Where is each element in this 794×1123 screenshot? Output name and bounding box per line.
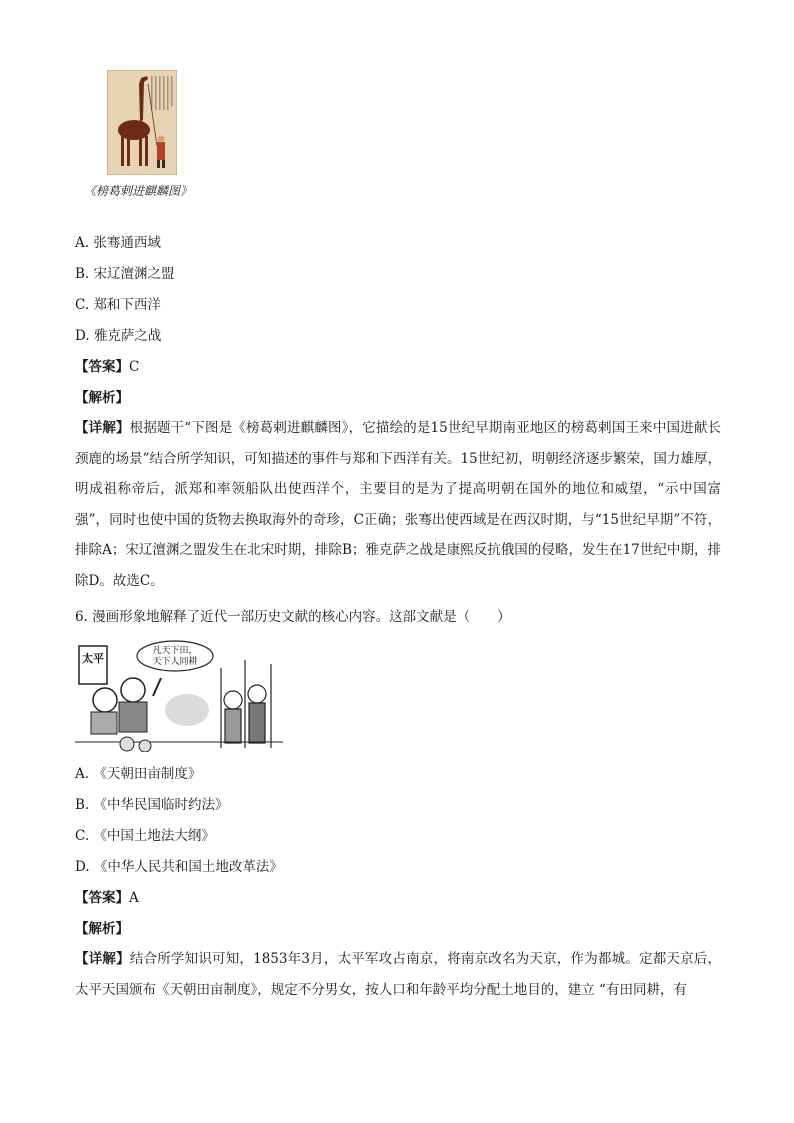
- q6-option-b: B. 《中华民国临时约法》: [75, 797, 229, 813]
- comic-bubble-line2: 天下人同耕: [152, 657, 198, 667]
- option-a: A. 张骞通西域: [75, 235, 161, 251]
- q6-option-a: A. 《天朝田亩制度》: [75, 766, 202, 782]
- question-6-stem: 6. 漫画形象地解释了近代一部历史文献的核心内容。这部文献是（ ）: [75, 609, 511, 625]
- comic-flag-text: 太平: [82, 652, 104, 665]
- q6-option-c: C. 《中国土地法大纲》: [75, 828, 215, 844]
- giraffe-painting-image: [107, 70, 177, 175]
- q6-answer-line: 【答案】A: [75, 890, 139, 906]
- detail-paragraph: 【详解】根据题干“下图是《榜葛剌进麒麟图》，它描绘的是15世纪早期南亚地区的榜葛剌国王来中国进献长颈鹿的场景”结合所学知识，可知描述的事件与郑和下西洋有关。15世纪初，明朝经济逐步繁荣，国力雄厚，明成祖称帝后，派郑和率领船队出使西洋个，主要目的是为了提高明朝在国外的地位和威望，“示中国富强”，同时也使中国的货物去换取海外的奇珍，C正确；张骞出使西域是在西汉时期，与“15世纪早期”不符，排除A；宋辽澶渊之盟发生在北宋时期，排除B；雅克萨之战是康熙反抗俄国的侵略，发生在17世纪中期，排除D。故选C。: [75, 420, 721, 589]
- taiping-comic-image: [75, 638, 283, 752]
- comic-bubble-line1: 凡天下田，: [152, 646, 198, 656]
- q6-analysis-heading: 【解析】: [75, 921, 129, 937]
- figure-caption: 《榜葛剌进麒麟图》: [84, 184, 193, 198]
- option-d: D. 雅克萨之战: [75, 328, 162, 344]
- answer-line: 【答案】C: [75, 359, 140, 375]
- option-b: B. 宋辽澶渊之盟: [75, 266, 175, 282]
- q6-option-d: D. 《中华人民共和国土地改革法》: [75, 859, 283, 875]
- q6-detail-paragraph: 【详解】结合所学知识可知，1853年3月，太平军攻占南京，将南京改名为天京，作为都城。定都天京后，太平天国颁布《天朝田亩制度》，规定不分男女，按人口和年龄平均分配土地目的，建立 “有田同耕，有: [75, 951, 721, 998]
- analysis-heading: 【解析】: [75, 390, 129, 406]
- option-c: C. 郑和下西洋: [75, 297, 161, 313]
